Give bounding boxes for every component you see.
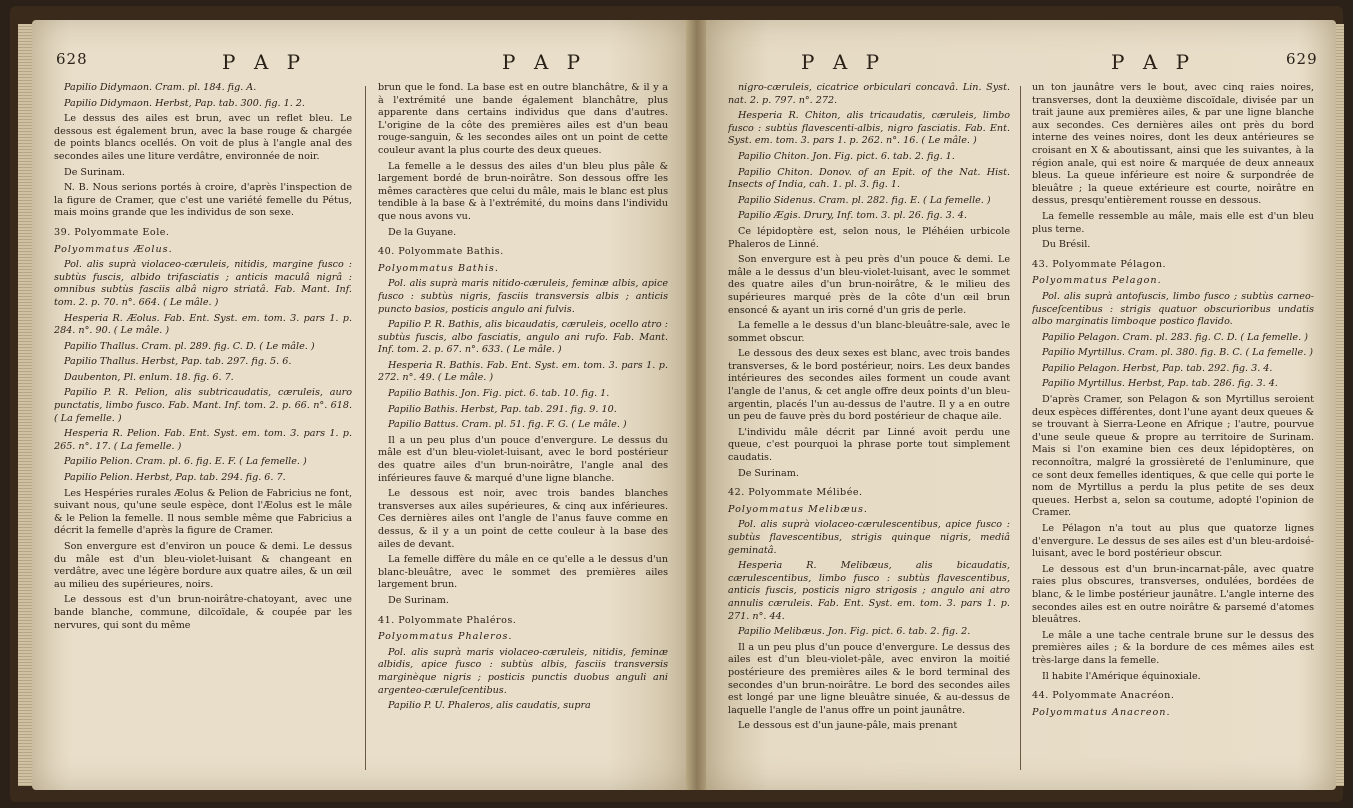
left-page bbox=[32, 20, 688, 790]
latin-diagnosis: Pol. alis suprà maris nitido-cæruleis, feminæ albis, apice fusco : subtùs nigris, fasciis transversis albis ; anticis puncto basios, posticis angulo ani fulvis. bbox=[378, 278, 668, 315]
reference: Papilio P. U. Phaleros, alis caudatis, supra bbox=[388, 700, 591, 712]
paragraph: N. B. Nous serions portés à croire, d'après l'inspection de la figure de Cramer, que c'est une variété femelle du Pétus, mais moins grande que les individus de son sexe. bbox=[54, 182, 352, 219]
column-rule bbox=[1020, 86, 1021, 770]
reference: Papilio Didymaon. Cram. pl. 184. fig. A. bbox=[64, 82, 257, 93]
paragraph: De Surinam. bbox=[64, 166, 125, 178]
latin-name: Polyommatus Bathis. bbox=[378, 262, 499, 274]
reference: Papilio Pelion. Herbst, Pap. tab. 294. fig. 6. 7. bbox=[64, 472, 286, 484]
entry-heading: 39. Polyommate Eole. bbox=[54, 226, 170, 238]
reference: Papilio Battus. Cram. pl. 51. fig. F. G. ( Le mâle. ) bbox=[388, 419, 627, 431]
left-page-header bbox=[32, 50, 688, 80]
right-column-2 bbox=[1032, 82, 1314, 776]
paragraph: Il habite l'Amérique équinoxiale. bbox=[1042, 670, 1201, 682]
paragraph: D'après Cramer, son Pelagon & son Myrtillus seroient deux espèces différentes, dont l'une ayant deux queues & se trouvant à Sierra-Leone en Afrique ; l'autre, pourvue d'une seule queue & propre au territoire de Surinam. Mais si l'on examine bien ces deux lépidoptères, on reconnoîtra, malgré la grossièreté de l'enluminure, que ce sont deux femelles identiques, & que celle qui porte le nom de Myrtillus a perdu la plus petite de ses deux queues. Herbst a, selon sa coutume, adopté l'opinion de Cramer. bbox=[1032, 394, 1314, 519]
entry-heading: 41. Polyommate Phaléros. bbox=[378, 614, 517, 626]
right-column-1 bbox=[728, 82, 1010, 776]
paragraph: brun que le fond. La base est en outre blanchâtre, & il y a à l'extrémité une bande également blanchâtre, plus apparente dans certains individus que dans d'autres. L'origine de la côte des premières ailes est d'un beau rouge-sanguin, & les secondes ailes ont un point de cette couleur avant la plus courte des deux queues. bbox=[378, 82, 668, 156]
paragraph: Il a un peu plus d'un pouce d'envergure. Le dessus du mâle est d'un bleu-violet-luisant, avec le bord postérieur des quatre ailes d'un brun-noirâtre, l'angle anal des inférieures fauve & marqué d'une ligne blanche. bbox=[378, 434, 668, 484]
reference: Daubenton, Pl. enlum. 18. fig. 6. 7. bbox=[64, 371, 234, 383]
reference: Papilio Thallus. Cram. pl. 289. fig. C. D. ( Le mâle. ) bbox=[64, 340, 315, 352]
running-head: P A P bbox=[1111, 50, 1196, 74]
entry-heading: 44. Polyommate Anacréon. bbox=[1032, 690, 1175, 702]
paragraph: La femelle a le dessus d'un blanc-bleuâtre-sale, avec le sommet obscur. bbox=[728, 320, 1010, 344]
right-page bbox=[706, 20, 1336, 790]
column-rule bbox=[365, 86, 366, 770]
reference: Hesperia R. Chiton, alis tricaudatis, cæruleis, limbo fusco : subtùs flavescenti-albis, nigro fasciatis. Fab. Ent. Syst. em. tom. 3. pars 1. p. 262. n°. 16. ( Le mâle. ) bbox=[728, 110, 1010, 147]
reference: Hesperia R. Bathis. Fab. Ent. Syst. em. tom. 3. pars 1. p. 272. n°. 49. ( Le mâle. ) bbox=[378, 359, 668, 384]
reference: Papilio Bathis. Herbst, Pap. tab. 291. fig. 9. 10. bbox=[388, 403, 617, 415]
reference: Papilio Chiton. Donov. of an Epit. of the Nat. Hist. Insects of India, cah. 1. pl. 3. fig. 1. bbox=[728, 166, 1010, 191]
paragraph: La femelle ressemble au mâle, mais elle est d'un bleu plus terne. bbox=[1032, 210, 1314, 235]
paragraph: un ton jaunâtre vers le bout, avec cinq raies noires, transverses, dont la deuxième discoïdale, divisée par un trait jaune aux premières ailes, & par une ligne blanche aux secondes. Ces dernières ailes ont près du bord interne des veines noires, dont les deux antérieures se croisant en X & aboutissant, ainsi que les suivantes, à la région anale, qui est noire & marquée de deux anneaux bleus. La queue inférieure est noire & surpondrée de bleuâtre ; la queue extérieure est courte, noirâtre en dessus, presqu'entièrement rousse en dessous. bbox=[1032, 82, 1314, 207]
page-number: 629 bbox=[1286, 50, 1318, 68]
paragraph: Son envergure est à peu près d'un pouce & demi. Le mâle a le dessus d'un bleu-violet-luisant, avec le sommet des quatre ailes d'un brun-noirâtre, & le milieu des supérieures marqué près de la côte d'un œil brun ensoncé & ayant un iris corné d'un gris de perle. bbox=[728, 254, 1010, 316]
paragraph: Le dessous est d'un brun-noirâtre-chatoyant, avec une bande blanche, commune, dilcoïdale, & coupée par les nervures, qui sont du même bbox=[54, 594, 352, 631]
entry-heading: 40. Polyommate Bathis. bbox=[378, 246, 504, 258]
reference: Papilio Pelion. Cram. pl. 6. fig. E. F. ( La femelle. ) bbox=[64, 456, 307, 468]
paragraph: Le dessous est d'un brun-incarnat-pâle, avec quatre raies plus obscures, transverses, ondulées, bordées de blanc, & le limbe postérieur jaunâtre. L'angle interne des secondes ailes est en outre noirâtre & parsemé d'atomes bleuâtres. bbox=[1032, 563, 1314, 626]
left-page-edges bbox=[18, 24, 32, 786]
reference: Papilio Sidenus. Cram. pl. 282. fig. E. ( La femelle. ) bbox=[738, 194, 991, 206]
reference: Papilio Chiton. Jon. Fig. pict. 6. tab. 2. fig. 1. bbox=[738, 150, 955, 162]
latin-diagnosis: Pol. alis suprà maris violaceo-cæruleis, nitidis, feminæ albidis, apice fusco : subtùs albis, fasciis transversis marginèque nigris ; posticis punctis duobus anguli ani argenteo-cæruleſcentibus. bbox=[378, 646, 668, 696]
paragraph: Son envergure est d'environ un pouce & demi. Le dessus du mâle est d'un bleu-violet-luisant & changeant en verdâtre, avec une légère bordure aux quatre ailes, & un œil au milieu des supérieures, noirs. bbox=[54, 541, 352, 590]
reference: Papilio Melibæus. Jon. Fig. pict. 6. tab. 2. fig. 2. bbox=[738, 626, 971, 638]
paragraph: Il a un peu plus d'un pouce d'envergure. Le dessus des ailes est d'un bleu-violet-pâle, avec environ la moitié postérieure des premières ailes & le bord terminal des secondes d'un brun-noirâtre. Le bord des secondes ailes est longé par une ligne bleuâtre sinuée, & au-dessus de laquelle l'angle de l'anus offre un point jaunâtre. bbox=[728, 641, 1010, 716]
reference: Hesperia R. Æolus. Fab. Ent. Syst. em. tom. 3. pars 1. p. 284. n°. 90. ( Le mâle. ) bbox=[54, 312, 352, 337]
page-number: 628 bbox=[56, 50, 88, 68]
paragraph: Le dessous est d'un jaune-pâle, mais prenant bbox=[738, 720, 958, 732]
paragraph: Le dessus des ailes est brun, avec un reflet bleu. Le dessous est également brun, avec la base rouge & chargée de points blancs ocellés. On voit de plus à l'angle anal des secondes ailes une liture verdâtre, environnée de noir. bbox=[54, 113, 352, 162]
reference: Papilio P. R. Pelion, alis subtricaudatis, cæruleis, auro punctatis, limbo fusco. Fab. Mant. Inf. tom. 2. p. 66. n°. 618. ( La femelle. ) bbox=[54, 387, 352, 424]
running-head: P A P bbox=[801, 50, 886, 74]
left-column-1 bbox=[54, 82, 352, 776]
reference: Hesperia R. Melibæus, alis bicaudatis, cærulescentibus, limbo fusco : subtùs flavescentibus, anticis fuscis, posticis nigro strigosis ; angulo ani atro annulis cæruleis. Fab. Ent. Syst. em. tom. 3. pars 1. p. 271. n°. 44. bbox=[728, 560, 1010, 622]
latin-diagnosis: Pol. alis suprà violaceo-cæruleis, nitidis, margine fusco : subtùs fuscis, albido trifasciatis ; anticis maculâ nigrâ : omnibus subtùs fasciis albâ nigro striatâ. Fab. Mant. Inf. tom. 2. p. 70. n°. 664. ( Le mâle. ) bbox=[54, 259, 352, 308]
reference: Papilio Thallus. Herbst, Pap. tab. 297. fig. 5. 6. bbox=[64, 356, 292, 368]
latin-name: Polyommatus Melibæus. bbox=[728, 503, 868, 515]
paragraph: Le dessous est noir, avec trois bandes blanches transverses aux ailes supérieures, & cinq aux inférieures. Ces dernières ailes ont l'angle de l'anus fauve comme en dessus, & il y a un point de cette couleur à la base des ailes de devant. bbox=[378, 488, 668, 550]
paragraph: Le dessous des deux sexes est blanc, avec trois bandes transverses, & le bord postérieur, noirs. Les deux bandes intérieures des secondes ailes forment un coude avant l'angle de l'anus, & cet angle offre deux points d'un bleu-argentin, placés l'un au-dessus de l'autre. Il y a en outre un peu de fauve près du bord postérieur de chaque aile. bbox=[728, 348, 1010, 423]
reference: Hesperia R. Pelion. Fab. Ent. Syst. em. tom. 3. pars 1. p. 265. n°. 17. ( La femelle. ) bbox=[54, 428, 352, 452]
paragraph: Le mâle a une tache centrale brune sur le dessus des premières ailes ; & la bordure de ces mêmes ailes est très-large dans la femelle. bbox=[1032, 629, 1314, 666]
running-head: P A P bbox=[222, 50, 307, 74]
reference: Papilio Myrtillus. Cram. pl. 380. fig. B. C. ( La femelle. ) bbox=[1042, 347, 1314, 359]
reference: Papilio P. R. Bathis, alis bicaudatis, cæruleis, ocello atro : subtùs fuscis, albo fasciatis, angulo ani rufo. Fab. Mant. Inf. tom. 2. p. 67. n°. 633. ( Le mâle. ) bbox=[378, 319, 668, 356]
paragraph: Le Pélagon n'a tout au plus que quatorze lignes d'envergure. Le dessus de ses ailes est d'un bleu-ardoisé-luisant, avec le bord postérieur obscur. bbox=[1032, 523, 1314, 560]
latin-name: Polyommatus Æolus. bbox=[54, 243, 173, 255]
reference: Papilio Pelagon. Herbst, Pap. tab. 292. fig. 3. 4. bbox=[1042, 362, 1273, 374]
latin-diagnosis: nigro-cæruleis, cicatrice orbiculari concavâ. Lin. Syst. nat. 2. p. 797. n°. 272. bbox=[728, 82, 1010, 106]
running-head: P A P bbox=[502, 50, 587, 74]
reference: Papilio Bathis. Jon. Fig. pict. 6. tab. 10. fig. 1. bbox=[388, 388, 610, 400]
book-gutter bbox=[686, 20, 708, 790]
reference: Papilio Ægis. Drury, Inf. tom. 3. pl. 26. fig. 3. 4. bbox=[738, 210, 967, 222]
paragraph: Ce lépidoptère est, selon nous, le Pléhéien urbicole Phaleros de Linné. bbox=[728, 225, 1010, 250]
latin-name: Polyommatus Anacreon. bbox=[1032, 706, 1171, 718]
paragraph: De Surinam. bbox=[388, 594, 449, 606]
right-page-header bbox=[706, 50, 1336, 80]
paragraph: La femelle a le dessus des ailes d'un bleu plus pâle & largement bordé de brun-noirâtre. Son dessous offre les mêmes caractères que celui du mâle, mais le blanc est plus tendible à la base & à l'extrémité, du moins dans l'individu que nous avons vu. bbox=[378, 160, 668, 222]
latin-name: Polyommatus Pelagon. bbox=[1032, 275, 1162, 287]
entry-heading: 42. Polyommate Mélibée. bbox=[728, 487, 863, 499]
paragraph: Du Brésil. bbox=[1042, 239, 1091, 251]
latin-diagnosis: Pol. alis suprà violaceo-cærulescentibus, apice fusco : subtùs flavescentibus, strigis quinque nigris, mediâ geminatâ. bbox=[728, 519, 1010, 556]
latin-diagnosis: Pol. alis suprà antofuscis, limbo fusco ; subtùs carneo-fusceſcentibus : strigis quatuor obscurioribus undatis albo marginatis limboque postico flavido. bbox=[1032, 290, 1314, 328]
latin-name: Polyommatus Phaleros. bbox=[378, 631, 513, 643]
reference: Papilio Myrtillus. Herbst, Pap. tab. 286. fig. 3. 4. bbox=[1042, 378, 1278, 390]
paragraph: L'individu mâle décrit par Linné avoit perdu une queue, c'est pourquoi la phrase porte tout simplement caudatis. bbox=[728, 426, 1010, 464]
entry-heading: 43. Polyommate Pélagon. bbox=[1032, 258, 1167, 270]
reference: Papilio Pelagon. Cram. pl. 283. fig. C. D. ( La femelle. ) bbox=[1042, 331, 1308, 343]
paragraph: De la Guyane. bbox=[388, 226, 457, 238]
paragraph: La femelle diffère du mâle en ce qu'elle a le dessus d'un blanc-bleuâtre, avec le sommet des premières ailes largement brun. bbox=[378, 554, 668, 591]
paragraph: Les Hespéries rurales Æolus & Pelion de Fabricius ne font, suivant nous, qu'une seule espèce, dont l'Æolus est le mâle & le Pelion la femelle. Il nous semble même que Fabricius a décrit la femelle d'après la figure de Cramer. bbox=[54, 487, 352, 537]
paragraph: De Surinam. bbox=[738, 467, 799, 479]
left-column-2 bbox=[378, 82, 668, 776]
book-spread bbox=[10, 6, 1343, 802]
reference: Papilio Didymaon. Herbst, Pap. tab. 300. fig. 1. 2. bbox=[64, 97, 305, 109]
